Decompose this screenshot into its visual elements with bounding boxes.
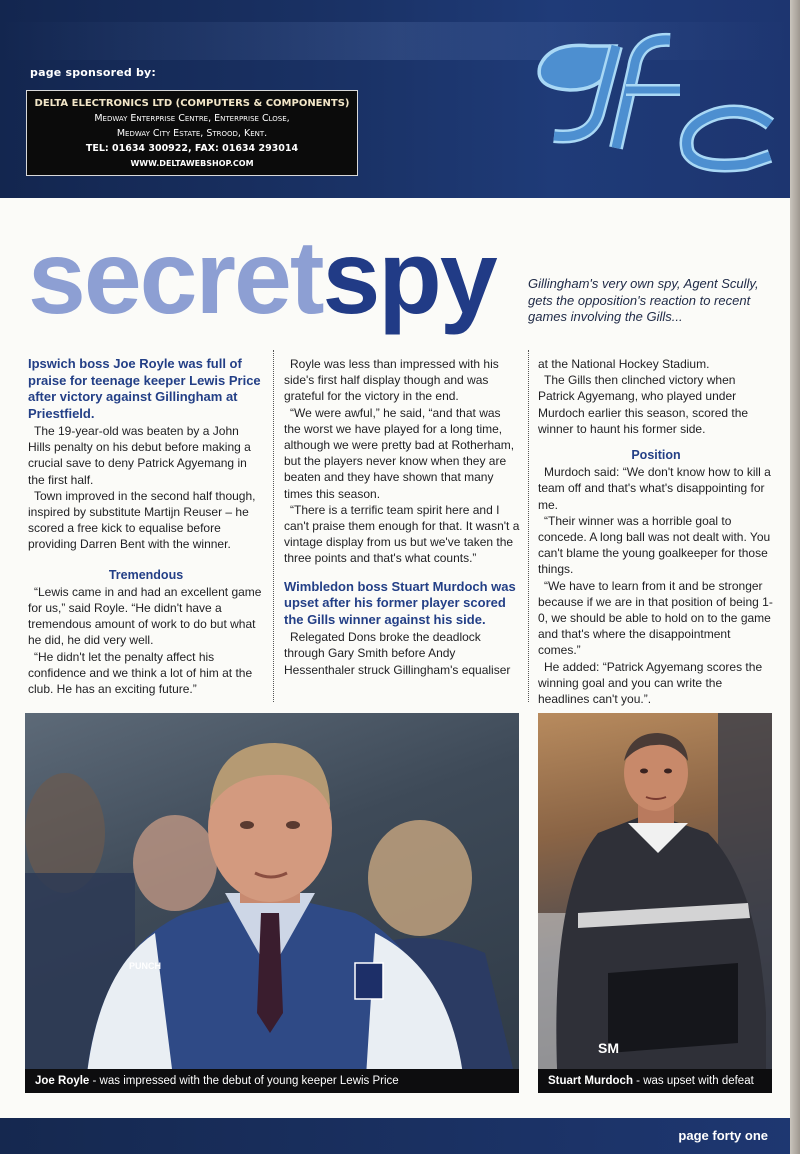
header-banner: [0, 0, 790, 198]
caption-text: - was upset with defeat: [632, 1075, 754, 1087]
caption-name: Joe Royle: [35, 1075, 90, 1087]
photo-stuart-murdoch: [538, 713, 772, 1093]
paragraph: Town improved in the second half though, inspired by substitute Martijn Reuser – he scored a free kick to equalise before providing Darren Bent with the winner.: [28, 488, 256, 552]
article-column-1: [28, 356, 264, 697]
sponsor-address-2: Medway City Estate, Strood, Kent.: [116, 128, 268, 139]
article-column-2: [284, 356, 520, 678]
paragraph: “We were awful,” he said, “and that was the worst we have played for a long time, although we were pretty bad at Rotherham, but the players never know when they are beaten and they have shown that many times this season.: [284, 405, 515, 501]
column-divider: [528, 350, 529, 702]
paragraph: He added: “Patrick Agyemang scores the winning goal and you can write the headlines can't you.”.: [538, 659, 763, 707]
title-spy: spy: [322, 220, 496, 336]
caption-name: Stuart Murdoch: [548, 1075, 633, 1087]
article-column-3: [538, 356, 774, 707]
footer-bar: [0, 1118, 790, 1154]
jacket-initials: SM: [598, 1040, 619, 1056]
caption-text: - was impressed with the debut of young keeper Lewis Price: [89, 1075, 399, 1087]
photo-joe-royle-illustration: [25, 713, 519, 1093]
jacket-brand-text: PUNCH: [129, 961, 162, 971]
paragraph: “Their winner was a horrible goal to concede. A long ball was not dealt with. You can't blame the young goalkeeper for those things.: [538, 513, 771, 577]
paragraph: Royle was less than impressed with his side's first half display though and was grateful for the victory in the end.: [284, 357, 499, 404]
lead-paragraph: Ipswich boss Joe Royle was full of praise for teenage keeper Lewis Price after victory against Gillingham at Priestfield.: [28, 356, 261, 421]
logo-text: gfc: [520, 28, 522, 29]
paragraph: “There is a terrific team spirit here and I can't praise them enough for that. It wasn't a vintage display from us but we've taken the three points and that's what counts.”: [284, 502, 520, 566]
subheading-position: Position: [631, 448, 681, 463]
page-title: [28, 218, 496, 338]
page-edge: [790, 0, 800, 1154]
paragraph: The 19-year-old was beaten by a John Hills penalty on his debut before making a crucial save to deny Patrick Agyemang in the first half.: [28, 424, 251, 487]
sponsor-phone: TEL: 01634 300922, FAX: 01634 293014: [85, 143, 299, 154]
club-logo-gfc: [520, 28, 782, 178]
paragraph: at the National Hockey Stadium.: [538, 357, 710, 371]
intro-text: Gillingham's very own spy, Agent Scully, gets the opposition's reaction to recent games involving the Gills...: [528, 276, 759, 324]
sponsor-box: [26, 90, 358, 176]
column-divider: [273, 350, 274, 702]
sponsor-name: DELTA ELECTRONICS LTD (COMPUTERS & COMPONENTS): [34, 98, 350, 109]
page-number: page forty one: [678, 1128, 768, 1143]
paragraph: Relegated Dons broke the deadlock through Gary Smith before Andy Hessenthaler struck Gillingham's equaliser: [284, 630, 511, 677]
photo-caption: [25, 1069, 519, 1093]
paragraph: Murdoch said: “We don't know how to kill a team off and that's what's disappointing for me.: [538, 465, 771, 512]
sponsor-address-1: Medway Enterprise Centre, Enterprise Close,: [94, 113, 290, 124]
photo-joe-royle: [25, 713, 519, 1093]
sponsor-label: page sponsored by:: [30, 66, 157, 79]
paragraph: The Gills then clinched victory when Patrick Agyemang, who played under Murdoch earlier this season, scored the winner to haunt his former side.: [538, 373, 749, 436]
paragraph: “We have to learn from it and be stronger because if we are in that position of being 1-0, we should be able to hold on to the game and that's where the disappointment comes.”: [538, 578, 773, 658]
paragraph: “Lewis came in and had an excellent game for us,” said Royle. “He didn't have a tremendous amount of work to do but what he did, he did very well.: [28, 584, 262, 648]
photo-caption: [538, 1069, 772, 1093]
subheading-tremendous: Tremendous: [108, 567, 184, 582]
sponsor-website: WWW.DELTAWEBSHOP.COM: [130, 159, 254, 168]
title-secret: secret: [28, 220, 323, 336]
photo-stuart-murdoch-illustration: [538, 713, 772, 1093]
lead-paragraph: Wimbledon boss Stuart Murdoch was upset after his former player scored the Gills winner against his side.: [284, 578, 516, 627]
paragraph: “He didn't let the penalty affect his confidence and we think a lot of him at the club. He has an exciting future.”: [28, 649, 253, 697]
